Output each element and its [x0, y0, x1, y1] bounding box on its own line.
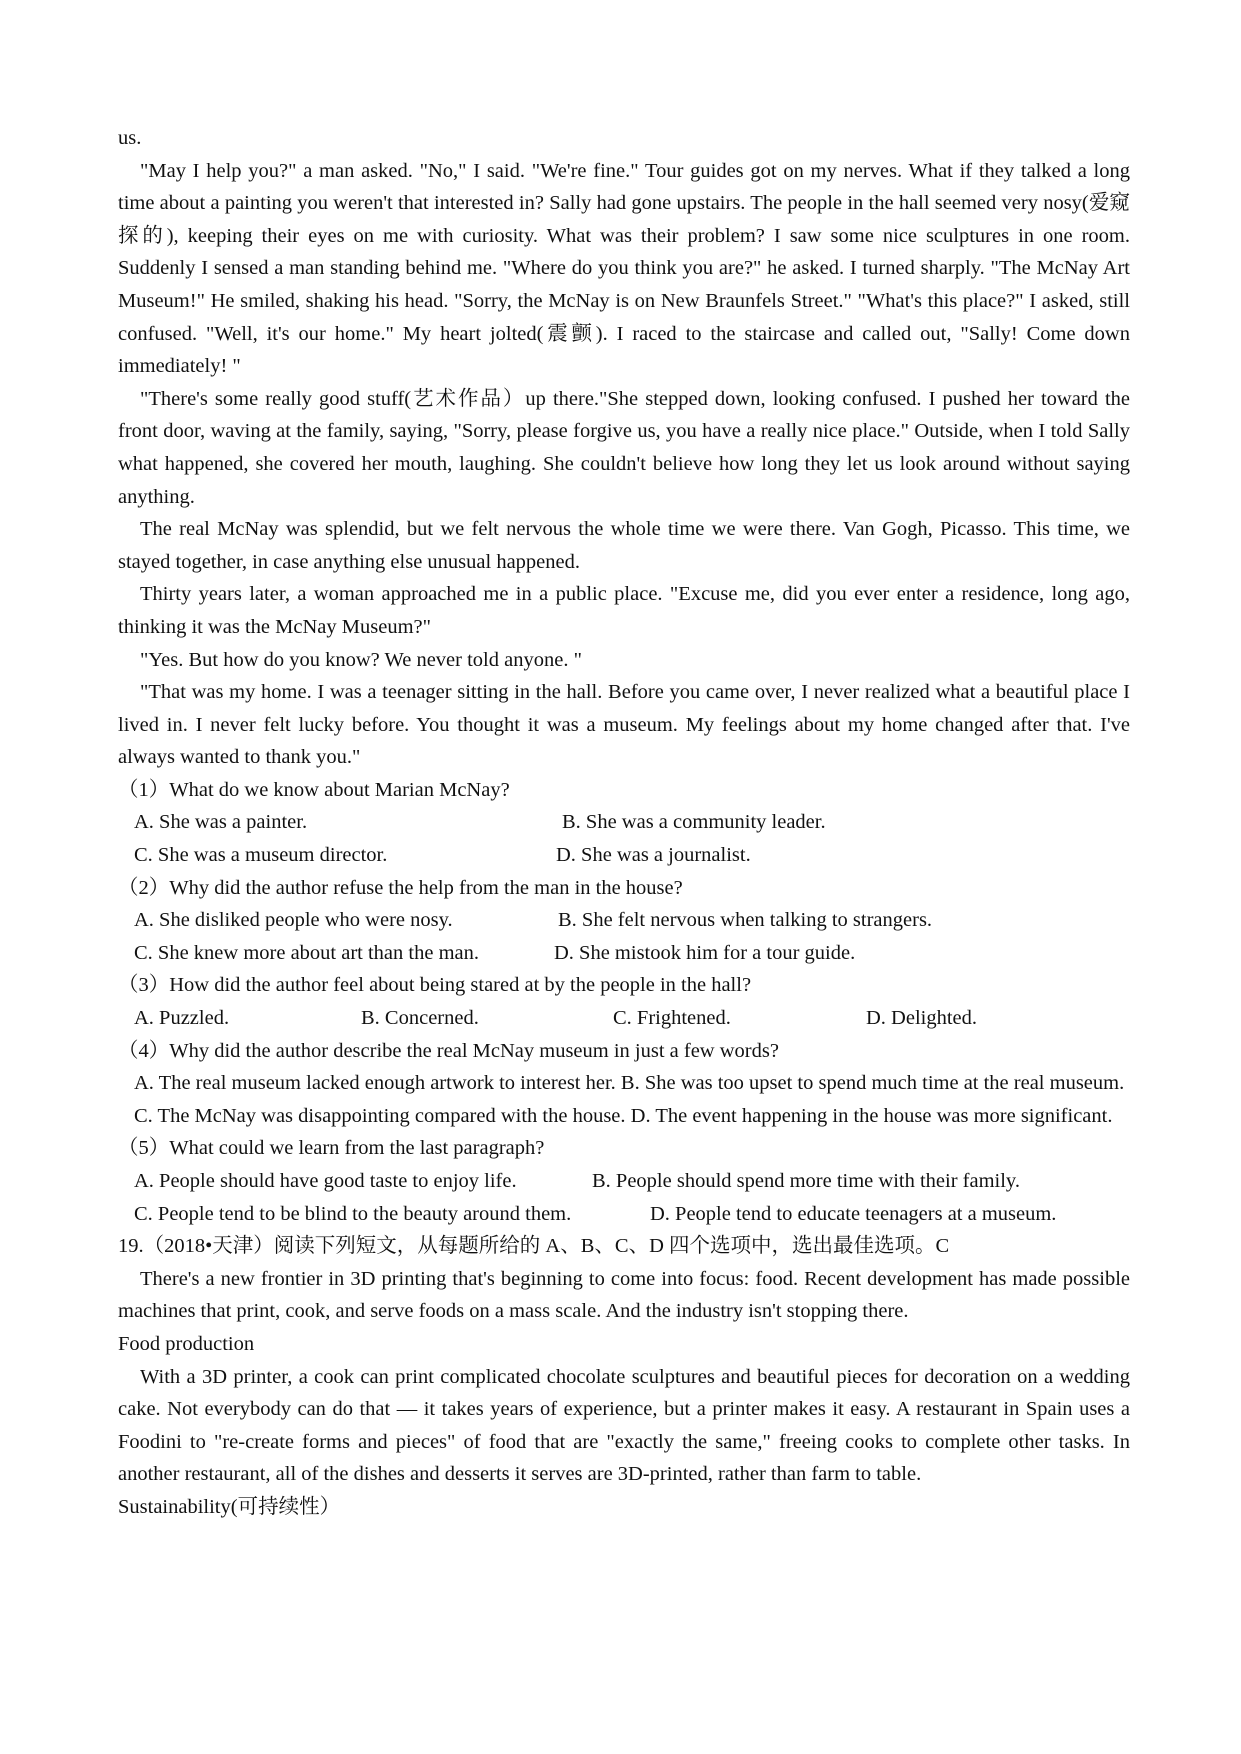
question-4-stem: （4）Why did the author describe the real McNay museum in just a few words?: [118, 1039, 779, 1062]
item-19-header: 19.（2018•天津）阅读下列短文，从每题所给的 A、B、C、D 四个选项中，选出最佳选项。C: [118, 1235, 950, 1258]
question-5-options-row-1: [118, 1165, 1130, 1198]
question-5-options-row-2: [118, 1198, 1130, 1231]
passage-paragraph: "That was my home. I was a teenager sitting in the hall. Before you came over, I never realized what a beautiful place I lived in. I never felt lucky before. You thought it was a museum. My feelings about my home changed after that. I've always wanted to thank you.": [118, 681, 1130, 769]
item-19-body: With a 3D printer, a cook can print complicated chocolate sculptures and beautiful pieces for decoration on a wedding cake. Not everybody can do that — it takes years of experience, but a printer makes it easy. A restaurant in Spain uses a Foodini to "re-create forms and pieces" of food that are "exactly the same," freeing cooks to complete other tasks. In another restaurant, all of the dishes and desserts it serves are 3D-printed, rather than farm to table.: [118, 1365, 1130, 1486]
question-3-stem: （3）How did the author feel about being stared at by the people in the hall?: [118, 974, 752, 997]
option-b: B. She felt nervous when talking to strangers.: [558, 909, 933, 932]
question-5-stem: （5）What could we learn from the last paragraph?: [118, 1137, 545, 1160]
question-4-options-cd: C. The McNay was disappointing compared with the house. D. The event happening in the house was more significant.: [134, 1104, 1113, 1127]
option-c: C. She was a museum director.: [134, 844, 388, 867]
option-a: A. She was a painter.: [134, 811, 308, 834]
option-c: C. She knew more about art than the man.: [134, 941, 479, 964]
passage-paragraph: "There's some really good stuff(艺术作品）up there."She stepped down, looking confused. I pushed her toward the front door, waving at the family, saying, "Sorry, please forgive us, you have a really nice place." Outside, when I told Sally what happened, she covered her mouth, laughing. She couldn't believe how long they let us look around without saying anything.: [118, 387, 1130, 508]
question-2-stem: （2）Why did the author refuse the help from the man in the house?: [118, 876, 683, 899]
question-2-options-row-2: [118, 937, 1130, 970]
question-4-options-ab: A. The real museum lacked enough artwork to interest her. B. She was too upset to spend much time at the real museum.: [134, 1072, 1125, 1095]
question-2-options-row-1: [118, 904, 1130, 937]
option-d: D. Delighted.: [866, 1007, 978, 1030]
option-c: C. Frightened.: [613, 1007, 731, 1030]
passage-paragraph: The real McNay was splendid, but we felt nervous the whole time we were there. Van Gogh, Picasso. This time, we stayed together, in case anything else unusual happened.: [118, 518, 1130, 573]
option-d: D. She mistook him for a tour guide.: [554, 941, 856, 964]
passage-paragraph: "May I help you?" a man asked. "No," I said. "We're fine." Tour guides got on my nerves. What if they talked a long time about a painting you weren't that interested in? Sally had gone upstairs. The people in the hall seemed very nosy(爱窥探的), keeping their eyes on me with curiosity. What was their problem? I saw some nice sculptures in one room. Suddenly I sensed a man standing behind me. "Where do you think you are?" he asked. I turned sharply. "The McNay Art Museum!" He smiled, shaking his head. "Sorry, the McNay is on New Braunfels Street." "What's this place?" I asked, still confused. "Well, it's our home." My heart jolted(震颤). I raced to the staircase and called out, "Sally! Come down immediately! ": [118, 159, 1130, 378]
option-d: D. People tend to educate teenagers at a museum.: [650, 1202, 1057, 1225]
question-1-options-row-1: [118, 806, 1130, 839]
section-heading-food-production: Food production: [118, 1332, 255, 1355]
option-b: B. She was a community leader.: [562, 811, 826, 834]
option-d: D. She was a journalist.: [556, 844, 751, 867]
document-page: [118, 122, 1130, 1524]
passage-paragraph: "Yes. But how do you know? We never told anyone. ": [140, 648, 582, 671]
option-c: C. People tend to be blind to the beauty around them.: [134, 1202, 572, 1225]
option-a: A. People should have good taste to enjoy life.: [134, 1170, 517, 1192]
question-1-stem: （1）What do we know about Marian McNay?: [118, 778, 510, 801]
question-1-options-row-2: [118, 839, 1130, 872]
passage-paragraph: Thirty years later, a woman approached me in a public place. "Excuse me, did you ever enter a residence, long ago, thinking it was the McNay Museum?": [118, 583, 1130, 638]
question-3-options-row: [118, 1002, 1130, 1035]
option-a: A. She disliked people who were nosy.: [134, 909, 453, 932]
passage-fragment: us.: [118, 127, 142, 149]
option-a: A. Puzzled.: [134, 1007, 230, 1030]
option-b: B. People should spend more time with their family.: [592, 1170, 1020, 1192]
section-heading-sustainability: Sustainability(可持续性）: [118, 1495, 341, 1518]
option-b: B. Concerned.: [361, 1007, 479, 1030]
item-19-intro: There's a new frontier in 3D printing that's beginning to come into focus: food. Recent development has made possible machines that print, cook, and serve foods on a mass scale. And the industry isn't stopping there.: [118, 1267, 1130, 1323]
